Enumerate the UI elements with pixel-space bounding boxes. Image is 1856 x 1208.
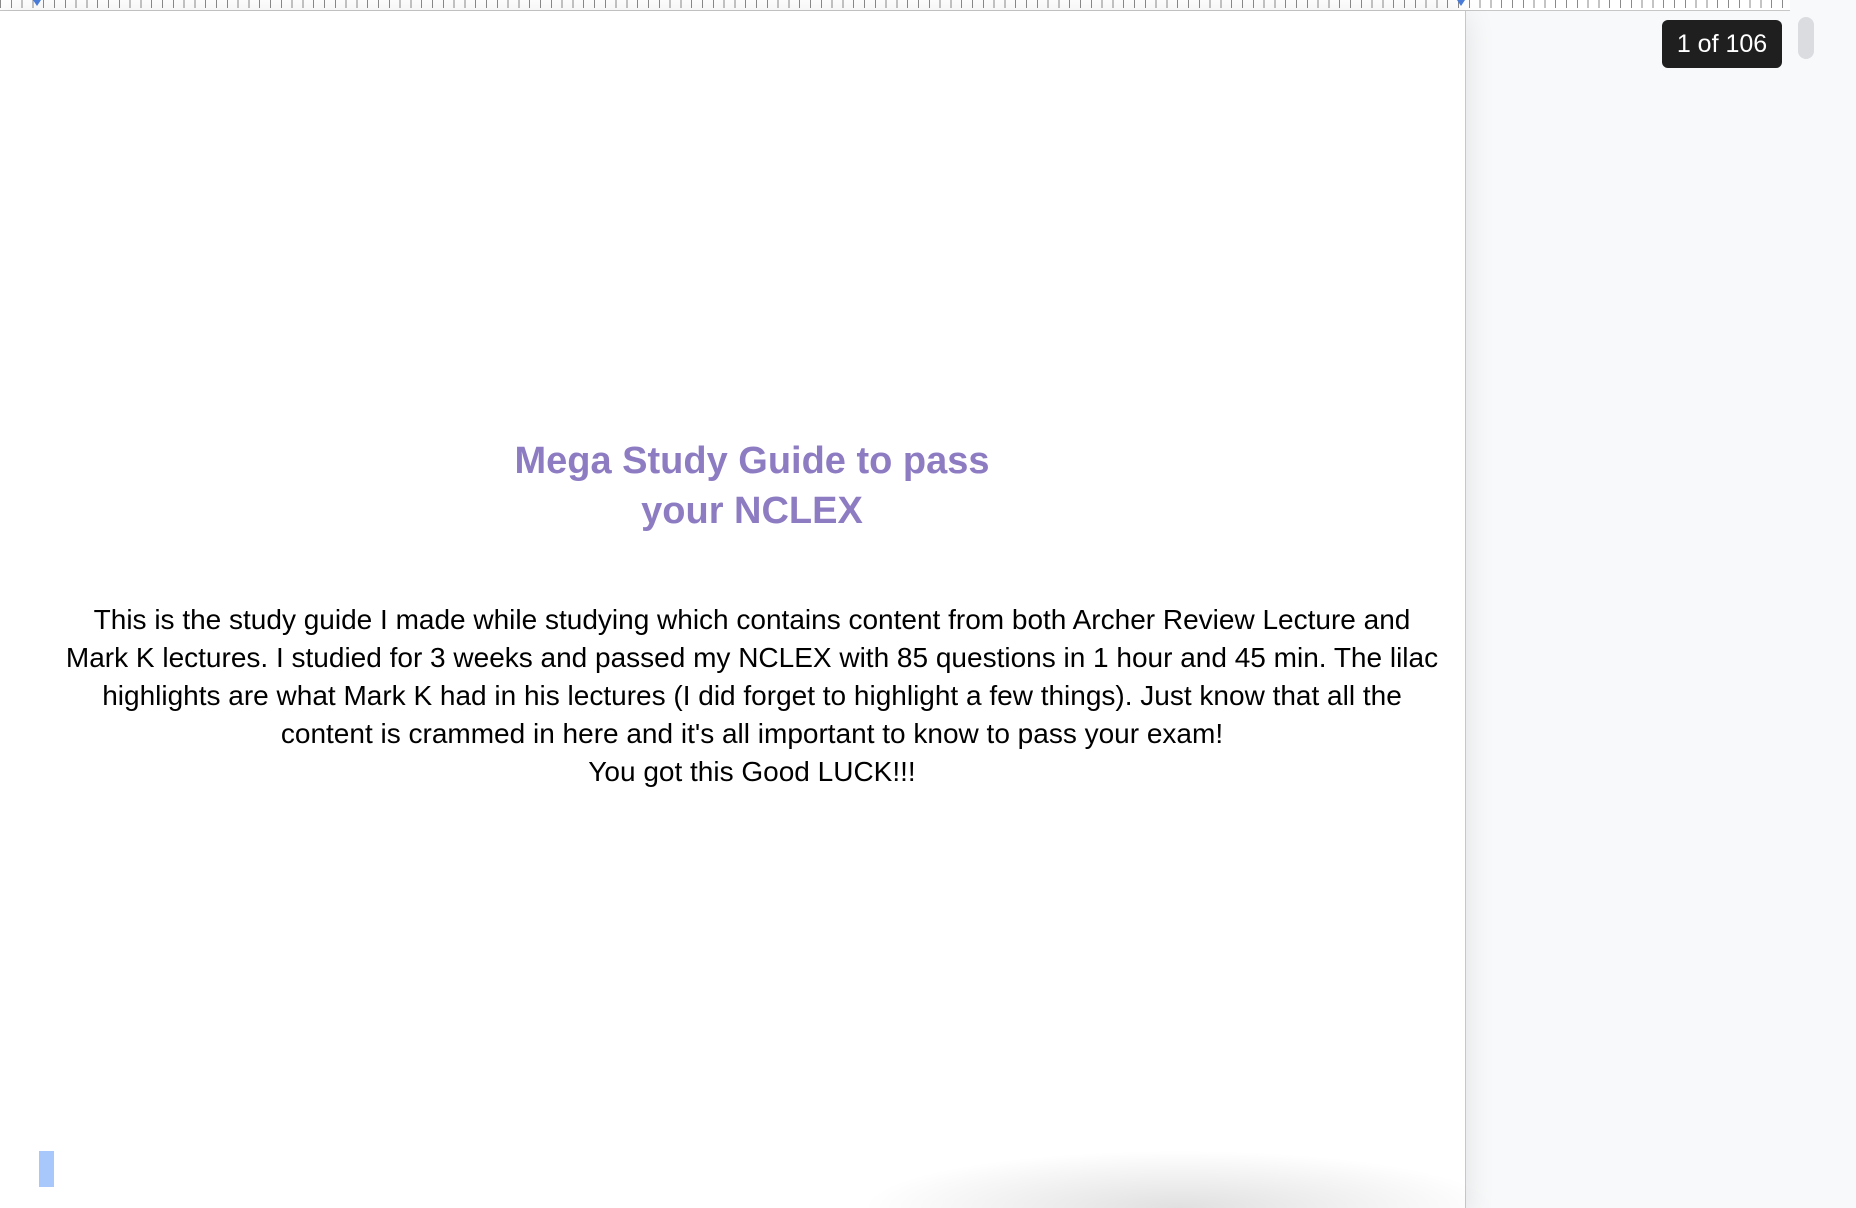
text-cursor-highlight bbox=[39, 1151, 54, 1187]
horizontal-ruler[interactable] bbox=[0, 0, 1790, 11]
right-indent-marker[interactable] bbox=[1457, 0, 1465, 6]
page-count-badge: 1 of 106 bbox=[1662, 20, 1782, 68]
body-line: You got this Good LUCK!!! bbox=[588, 756, 916, 787]
document-body bbox=[30, 601, 1474, 791]
title-line: Mega Study Guide to pass bbox=[514, 440, 990, 482]
left-indent-marker[interactable] bbox=[33, 0, 41, 6]
page-shadow bbox=[860, 1150, 1500, 1208]
scrollbar-thumb[interactable] bbox=[1798, 17, 1814, 59]
document-title bbox=[0, 436, 1504, 536]
body-line: highlights are what Mark K had in his lectures (I did forget to highlight a few things). Just know that all the bbox=[102, 680, 1402, 711]
body-line: Mark K lectures. I studied for 3 weeks and passed my NCLEX with 85 questions in 1 hour and 45 min. The lilac bbox=[65, 642, 1439, 673]
title-line: your NCLEX bbox=[641, 490, 863, 532]
document-page[interactable] bbox=[0, 11, 1466, 1208]
body-line: content is crammed in here and it's all important to know to pass your exam! bbox=[280, 718, 1224, 749]
body-line: This is the study guide I made while studying which contains content from both Archer Review Lecture and bbox=[93, 604, 1411, 635]
